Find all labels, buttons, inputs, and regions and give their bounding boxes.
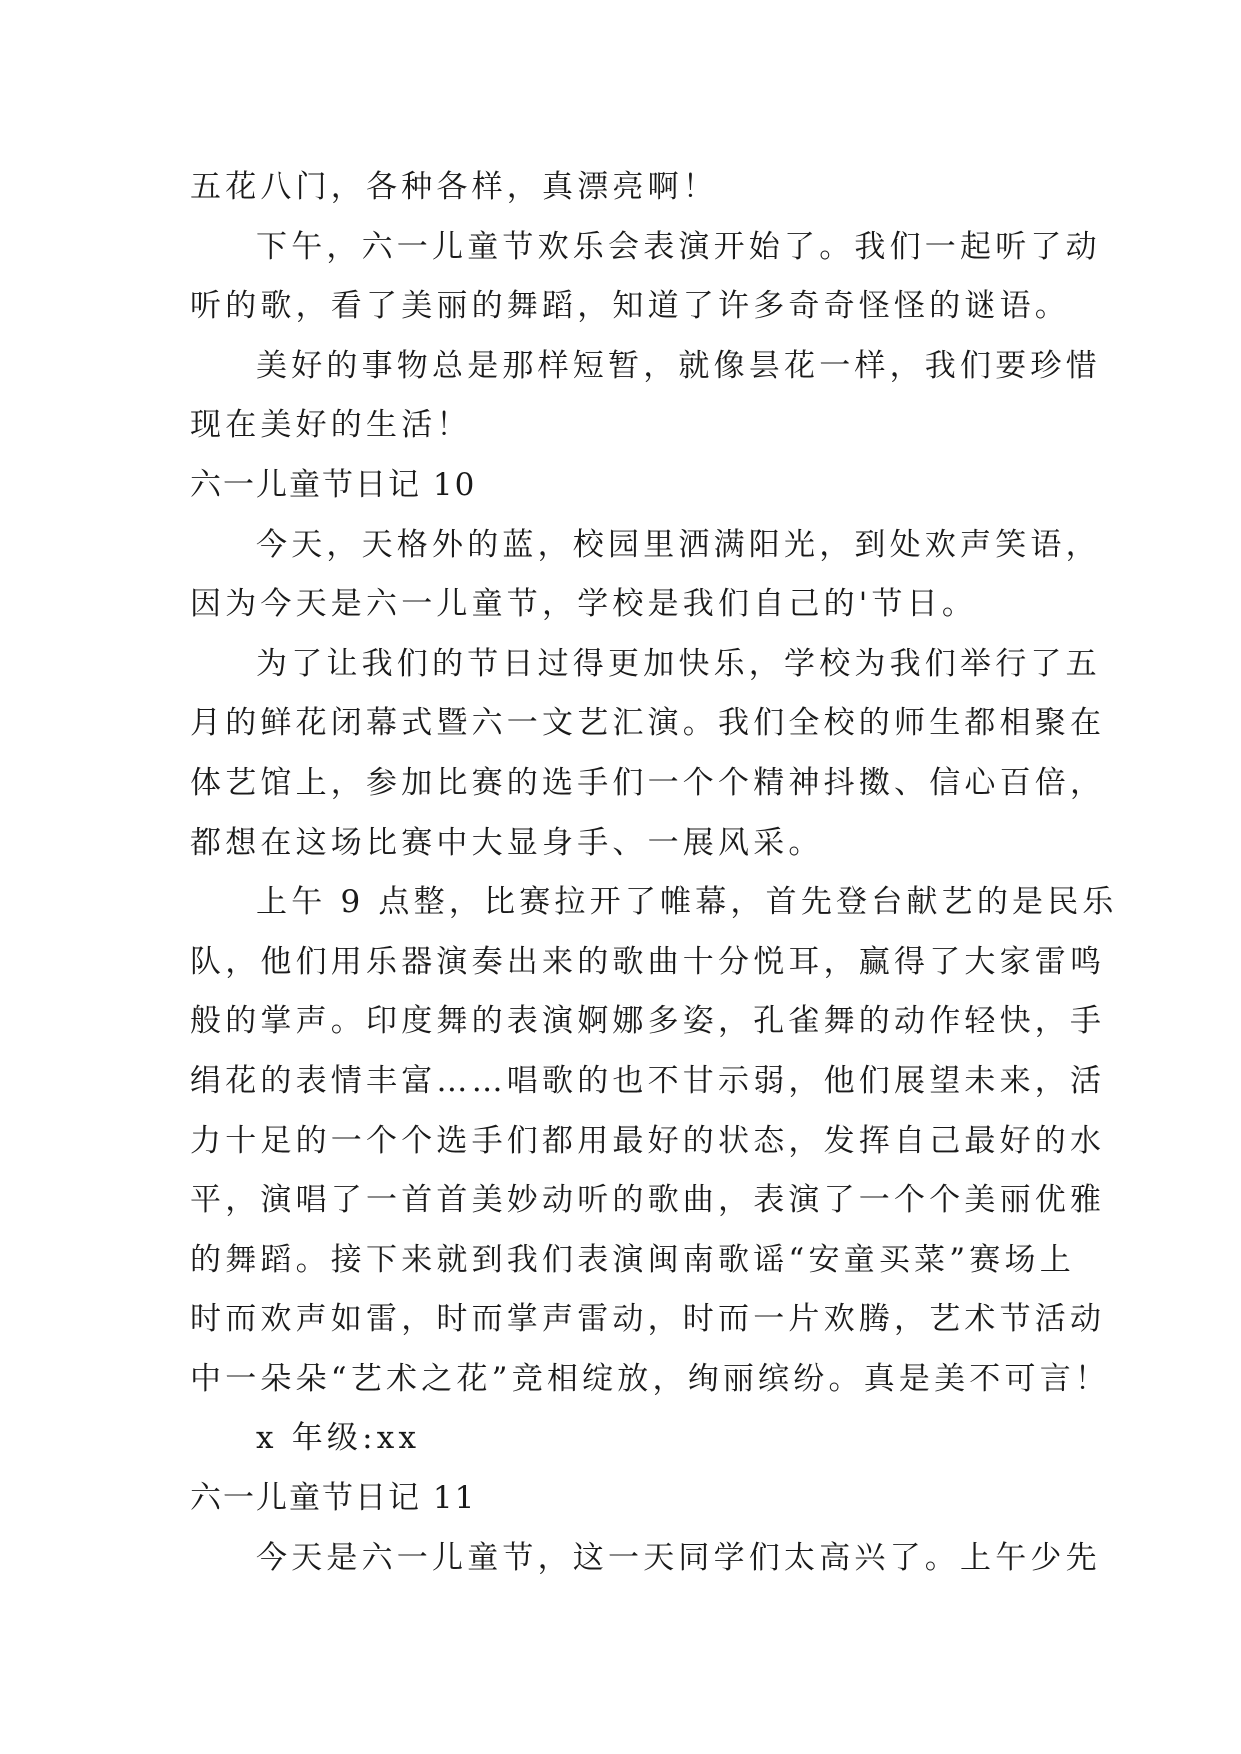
- paragraph-line: 因为今天是六一儿童节，学校是我们自己的'节日。: [190, 586, 978, 623]
- paragraph-line: 平，演唱了一首首美妙动听的歌曲，表演了一个个美丽优雅: [190, 1182, 1106, 1219]
- author-line: x 年级:xx: [256, 1420, 421, 1457]
- paragraph-line: 般的掌声。印度舞的表演婀娜多姿，孔雀舞的动作轻快，手: [190, 1003, 1106, 1040]
- paragraph-line: 下午，六一儿童节欢乐会表演开始了。我们一起听了动: [256, 228, 1101, 265]
- paragraph-line: 今天，天格外的蓝，校园里洒满阳光，到处欢声笑语，: [256, 526, 1101, 563]
- document-body: [190, 158, 1118, 1588]
- paragraph-line: 时而欢声如雷，时而掌声雷动，时而一片欢腾，艺术节活动: [190, 1301, 1106, 1338]
- paragraph-line: 为了让我们的节日过得更加快乐，学校为我们举行了五: [256, 645, 1101, 682]
- paragraph-line: 今天是六一儿童节，这一天同学们太高兴了。上午少先: [256, 1539, 1101, 1576]
- paragraph-line: 绢花的表情丰富……唱歌的也不甘示弱，他们展望未来，活: [190, 1062, 1106, 1099]
- section-heading: 六一儿童节日记 10: [190, 466, 477, 503]
- paragraph-line: 都想在这场比赛中大显身手、一展风采。: [190, 824, 824, 861]
- section-heading: 六一儿童节日记 11: [190, 1480, 477, 1517]
- paragraph-line: 力十足的一个个选手们都用最好的状态，发挥自己最好的水: [190, 1122, 1106, 1159]
- paragraph-line: 中一朵朵“艺术之花”竞相绽放，绚丽缤纷。真是美不可言！: [190, 1360, 1111, 1397]
- paragraph-line: 美好的事物总是那样短暂，就像昙花一样，我们要珍惜: [256, 347, 1101, 384]
- paragraph-line: 现在美好的生活！: [190, 407, 472, 444]
- paragraph-line: 月的鲜花闭幕式暨六一文艺汇演。我们全校的师生都相聚在: [190, 705, 1106, 742]
- paragraph-line: 听的歌，看了美丽的舞蹈，知道了许多奇奇怪怪的谜语。: [190, 288, 1070, 325]
- paragraph-line: 的舞蹈。接下来就到我们表演闽南歌谣“安童买菜”赛场上: [190, 1241, 1075, 1278]
- paragraph-line: 队，他们用乐器演奏出来的歌曲十分悦耳，赢得了大家雷鸣: [190, 943, 1106, 980]
- paragraph-line: 五花八门，各种各样，真漂亮啊！: [190, 169, 718, 205]
- paragraph-line: 体艺馆上，参加比赛的选手们一个个精神抖擞、信心百倍，: [190, 764, 1106, 801]
- paragraph-line: 上午 9 点整，比赛拉开了帷幕，首先登台献艺的是民乐: [256, 884, 1118, 921]
